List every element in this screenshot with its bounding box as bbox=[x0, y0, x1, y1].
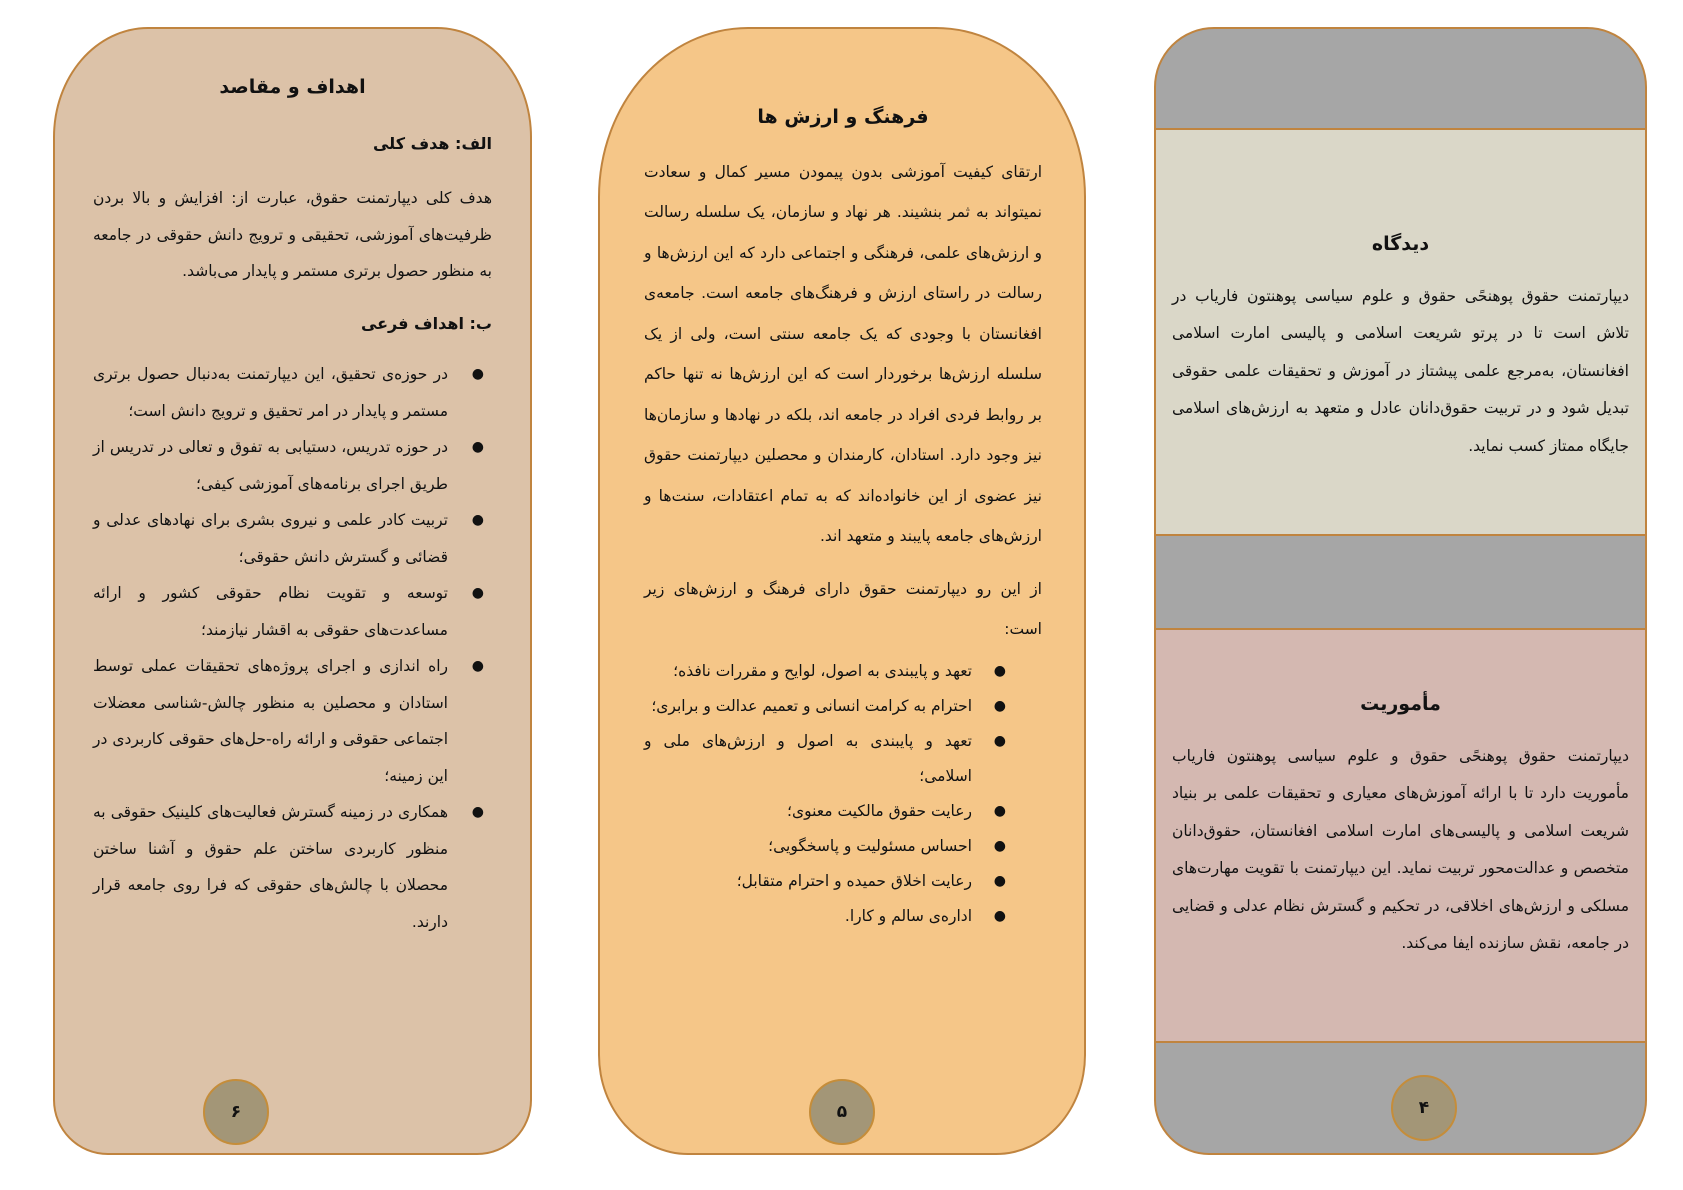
goals-panel bbox=[53, 27, 532, 1155]
sub-goals-heading: ب: اهداف فرعی bbox=[360, 313, 492, 333]
bullet-icon: ● bbox=[471, 512, 484, 528]
vision-section bbox=[1156, 128, 1645, 536]
bullet-icon: ● bbox=[993, 907, 1006, 924]
list-item: ● رعایت حقوق مالکیت معنوی؛ bbox=[644, 794, 1042, 829]
culture-values-panel bbox=[598, 27, 1086, 1155]
vision-mission-panel bbox=[1154, 27, 1647, 1155]
list-item: ● تعهد و پایبندی به اصول و ارزش‌های ملی و اسلامی؛ bbox=[644, 724, 1042, 794]
bullet-icon: ● bbox=[993, 872, 1006, 889]
culture-intro-text: ارتقای کیفیت آموزشی بدون پیمودن مسیر کمال و سعادت نمیتواند به ثمر بنشیند. هر نهاد و سازمان، یک سلسله رسالت و ارزش‌های علمی، فرهنگی و اجتماعی دارد که این ارزش‌ها و رسالت در راستای ارزش و فرهنگ‌های جامعه است. جامعه‌ی افغانستان با وجودی که یک جامعه سنتی است، ولی از یک سلسله ارزش‌ها برخوردار است که این ارزش‌ها نه تنها حاکم بر روابط فردی افراد در جامعه اند، بلکه در نهادها و سازمان‌ها نیز وجود دارد. استادان، کارمندان و محصلین دیپارتمنت حقوق نیز عضوی از این خانواده‌اند که به تمام اعتقادات، سنت‌ها و ارزش‌های جامعه پایبند و متعهد اند. bbox=[644, 162, 1042, 545]
bullet-icon: ● bbox=[993, 732, 1006, 749]
mission-content bbox=[1172, 686, 1629, 963]
list-item: ● تعهد و پایبندی به اصول، لوایح و مقررات نافذه؛ bbox=[644, 654, 1042, 689]
bullet-icon: ● bbox=[993, 802, 1006, 819]
bullet-icon: ● bbox=[471, 585, 484, 601]
mission-text: دیپارتمنت حقوق پوهنحًی حقوق و علوم سیاسی پوهنتون فاریاب مأموریت دارد تا با ارائه آموزش‌های معیاری و تحقیقات علمی بر بنیاد شریعت اسلامی و پالیسی‌های امارت اسلامی افغانستان، حقوق‌دانان متخصص و عدالت‌محور تربیت نماید. این دیپارتمنت با تقویت مهارت‌های مسلکی و ارزش‌های اخلاقی، در تحکیم و گسترش نظام عدلی و قضایی در جامعه، نقش سازنده ایفا می‌کند. bbox=[1172, 746, 1629, 952]
list-item: ● در حوزه‌ی تحقیق، این دیپارتمنت به‌دنبال حصول برتری مستمر و پایدار در امر تحقیق و ترویج دانش است؛ bbox=[93, 356, 492, 429]
values-list bbox=[644, 654, 1042, 934]
vision-content bbox=[1172, 226, 1629, 465]
list-item: ● راه اندازی و اجرای پروژه‌های تحقیقات عملی توسط استادان و محصلین به منظور چالش-شناسی معضلات اجتماعی حقوقی و ارائه راه-حل‌های حقوقی کاربردی در این زمینه؛ bbox=[93, 648, 492, 794]
list-item: ● اداره‌ی سالم و کارا. bbox=[644, 899, 1042, 934]
page-number-5: ۵ bbox=[809, 1079, 875, 1145]
bullet-icon: ● bbox=[471, 439, 484, 455]
list-item: ● تربیت کادر علمی و نیروی بشری برای نهادهای عدلی و قضائی و گسترش دانش حقوقی؛ bbox=[93, 502, 492, 575]
bullet-icon: ● bbox=[471, 804, 484, 820]
goals-content bbox=[93, 69, 492, 940]
vision-title: دیدگاه bbox=[1371, 233, 1430, 255]
list-item: ● رعایت اخلاق حمیده و احترام متقابل؛ bbox=[644, 864, 1042, 899]
culture-lead-text: از این رو دیپارتمنت حقوق دارای فرهنگ و ارزش‌های زیر است: bbox=[644, 579, 1042, 638]
list-item: ● همکاری در زمینه گسترش فعالیت‌های کلینیک حقوقی به منظور کاربردی ساختن علم حقوق و آشنا ساختن محصلان با چالش‌های حقوقی که فرا روی جامعه قرار دارند. bbox=[93, 794, 492, 940]
mission-section bbox=[1156, 628, 1645, 1043]
mission-title: مأموریت bbox=[1360, 693, 1441, 715]
list-item: ● احساس مسئولیت و پاسخگویی؛ bbox=[644, 829, 1042, 864]
general-goal-heading: الف: هدف کلی bbox=[372, 133, 492, 153]
sub-goals-list bbox=[93, 356, 492, 940]
bullet-icon: ● bbox=[993, 662, 1006, 679]
page-number-4: ۴ bbox=[1391, 1075, 1457, 1141]
general-goal-text: هدف کلی دیپارتمنت حقوق، عبارت از: افزایش و بالا بردن ظرفیت‌های آموزشی، تحقیقی و ترویج دانش حقوقی در جامعه به منظور حصول برتری مستمر و پایدار می‌باشد. bbox=[93, 189, 492, 280]
list-item: ● احترام به کرامت انسانی و تعمیم عدالت و برابری؛ bbox=[644, 689, 1042, 724]
bullet-icon: ● bbox=[993, 837, 1006, 854]
list-item: ● در حوزه تدریس، دستیابی به تفوق و تعالی در تدریس از طریق اجرای برنامه‌های آموزشی کیفی؛ bbox=[93, 429, 492, 502]
list-item: ● توسعه و تقویت نظام حقوقی کشور و ارائه مساعدت‌های حقوقی به اقشار نیازمند؛ bbox=[93, 575, 492, 648]
goals-title: اهداف و مقاصد bbox=[219, 76, 366, 98]
vision-text: دیپارتمنت حقوق پوهنحًی حقوق و علوم سیاسی پوهنتون فاریاب در تلاش است تا در پرتو شریعت اسلامی و پالیسی امارت اسلامی افغانستان، به‌مرجع علمی پیشتاز در آموزش و تحقیقات علمی حقوقی تبدیل شود و در تربیت حقوق‌دانان عادل و متعهد به ارزش‌های اسلامی جایگاه ممتاز کسب نماید. bbox=[1172, 286, 1629, 455]
bullet-icon: ● bbox=[471, 658, 484, 674]
bullet-icon: ● bbox=[471, 366, 484, 382]
page-number-6: ۶ bbox=[203, 1079, 269, 1145]
bullet-icon: ● bbox=[993, 697, 1006, 714]
culture-title: فرهنگ و ارزش ها bbox=[757, 106, 929, 128]
culture-content bbox=[644, 97, 1042, 934]
